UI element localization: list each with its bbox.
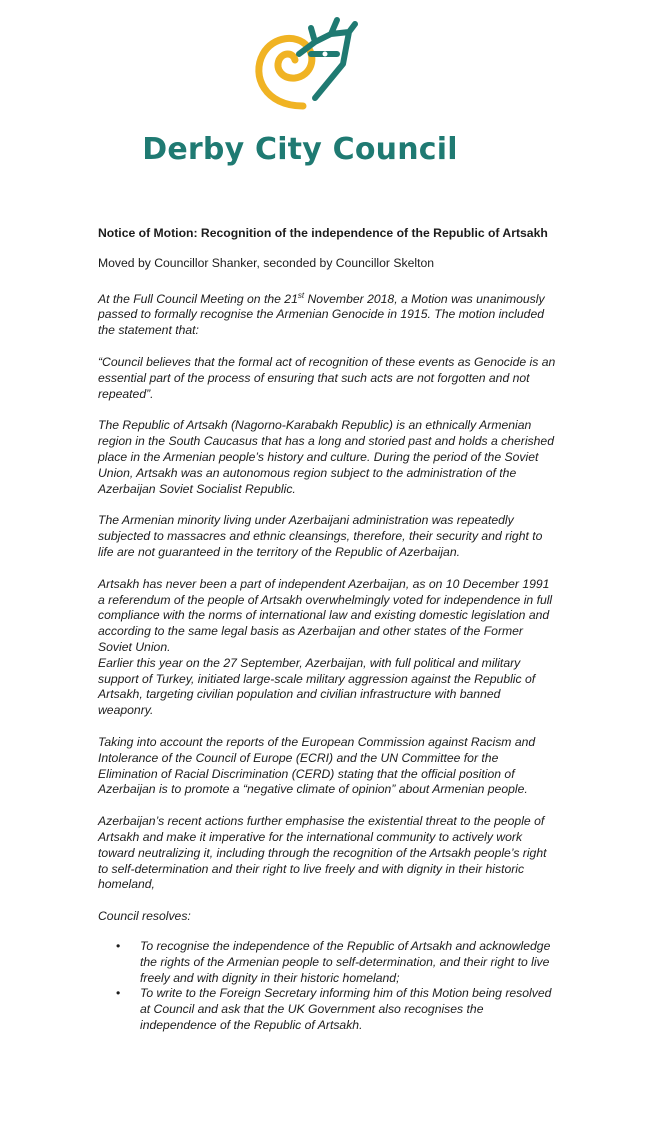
- ordinal-suffix: st: [297, 290, 305, 300]
- paragraph-minority: The Armenian minority living under Azerbaijani administration was repeatedly subjected to massacres and ethnic cleansings, therefore, their security and right to life are not guaranteed in the territory of the Republic of Azerbaijan.: [98, 513, 543, 560]
- notice-title: Notice of Motion: Recognition of the independence of the Republic of Artsakh: [98, 226, 548, 240]
- paragraph-referendum: Artsakh has never been a part of independent Azerbaijan, as on 10 December 1991 a referendum of the people of Artsakh overwhelmingly voted for independence in full compliance with the norms of international law and existing domestic legislation and according to the same legal basis as Azerbaijan and other states of the Former Soviet Union.: [98, 576, 553, 654]
- moved-by: Moved by Councillor Shanker, seconded by Councillor Skelton: [98, 255, 435, 270]
- para1-end: November 2018, a Motion was unanimously passed to formally recognise the Armenian Genocide in 1915. The motion included the statement that:: [98, 291, 545, 338]
- resolution-item: • To write to the Foreign Secretary informing him of this Motion being resolved at Council and ask that the UK Government also recognises the independence of the Republic of Artsakh.: [140, 986, 556, 1033]
- paragraph-threat: Azerbaijan’s recent actions further emphasise the existential threat to the people of Artsakh and make it imperative for the international community to actively work toward neutralizing it, including through the recognition of the Artsakh people’s right to self-determination and their right to live freely and with dignity in their historic homeland,: [98, 814, 547, 892]
- resolutions-list: [98, 939, 556, 1034]
- genocide-quote: “Council believes that the formal act of recognition of these events as Genocide is an essential part of the process of ensuring that such acts are not forgotten and not repeated”.: [98, 355, 556, 401]
- council-name: [0, 132, 600, 167]
- paragraph-full-council: [98, 288, 556, 339]
- notice-body: [98, 226, 556, 1034]
- paragraph-republic: The Republic of Artsakh (Nagorno-Karabakh Republic) is an ethnically Armenian region in the South Caucasus that has a long and storied past and holds a cherished place in the Armenian people’s history and culture. During the period of the Soviet Union, Artsakh was an autonomous region subject to the administration of the Azerbaijan Soviet Socialist Republic.: [98, 418, 554, 496]
- resolves-heading: Council resolves:: [98, 909, 191, 924]
- paragraph-aggression: Earlier this year on the 27 September, Azerbaijan, with full political and military support of Turkey, initiated large-scale military aggression against the Republic of Artsakh, targeting civilian population and civilian infrastructure with banned weaponry.: [98, 655, 536, 718]
- ram-logo-icon: [245, 14, 365, 114]
- resolution-item: • To recognise the independence of the Republic of Artsakh and acknowledge the rights of the Armenian people to self-determination, and their right to live freely and with dignity in their historic homeland;: [140, 939, 556, 986]
- para1-start: At the Full Council Meeting on the 21: [98, 291, 298, 306]
- council-name-text: Derby City Council: [142, 132, 458, 167]
- paragraph-reports: Taking into account the reports of the European Commission against Racism and Intolerance of the Council of Europe (ECRI) and the UN Committee for the Elimination of Racial Discrimination (CERD) stating that the official position of Azerbaijan is to promote a “negative climate of opinion” about Armenian people.: [98, 734, 536, 797]
